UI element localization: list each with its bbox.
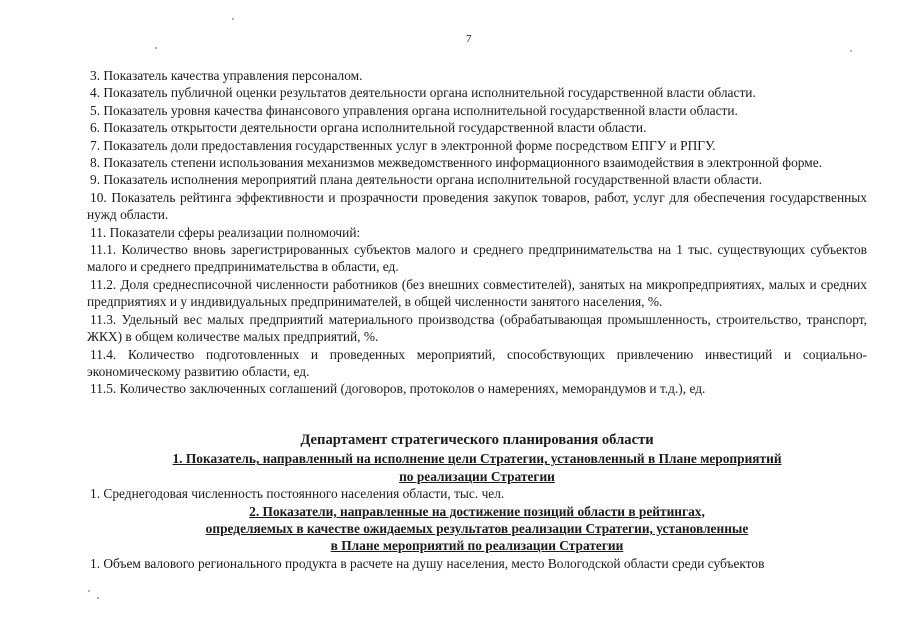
paragraph-8: 8. Показатель степени использования механизмов межведомственного информационного взаимодействия в электронной форме. <box>90 155 823 171</box>
scan-speck <box>850 50 852 52</box>
scan-speck <box>232 18 234 20</box>
document-body <box>87 67 867 398</box>
scan-speck <box>155 47 157 49</box>
paragraph-9: 9. Показатель исполнения мероприятий плана деятельности органа исполнительной государственной власти области. <box>90 172 763 188</box>
paragraph-11-5: 11.5. Количество заключенных соглашений (договоров, протоколов о намерениях, меморандумов и т.д.), ед. <box>90 381 706 397</box>
section-1-heading-line-1: 1. Показатель, направленный на исполнение цели Стратегии, установленный в Плане мероприятий <box>172 451 782 467</box>
scan-speck <box>88 590 90 592</box>
paragraph-11-4: 11.4. Количество подготовленных и проведенных мероприятий, способствующих привлечению инвестиций и социально-экономическому развитию области, ед. <box>87 346 867 379</box>
section-2-item-1: 1. Объем валового регионального продукта в расчете на душу населения, место Вологодской области среди субъектов <box>90 555 765 571</box>
paragraph-11-3: 11.3. Удельный вес малых предприятий материального производства (обрабатывающая промышленность, строительство, транспорт, ЖКХ) в общем количестве малых предприятий, %. <box>87 311 867 345</box>
paragraph-6: 6. Показатель открытости деятельности органа исполнительной государственной власти области. <box>90 120 647 136</box>
paragraph-11: 11. Показатели сферы реализации полномочий: <box>90 224 361 240</box>
paragraph-10: 10. Показатель рейтинга эффективности и прозрачности проведения закупок товаров, работ, услуг для обеспечения государственных нужд области. <box>87 189 867 223</box>
paragraph-4: 4. Показатель публичной оценки результатов деятельности органа исполнительной государственной власти области. <box>90 85 756 101</box>
section-2-heading-line-3: в Плане мероприятий по реализации Стратегии <box>330 538 624 554</box>
paragraph-3: 3. Показатель качества управления персоналом. <box>90 68 363 83</box>
paragraph-5: 5. Показатель уровня качества финансового управления органа исполнительной государственной власти области. <box>90 102 738 118</box>
section-1-heading-line-2: по реализации Стратегии <box>399 468 555 484</box>
paragraph-11-1: 11.1. Количество вновь зарегистрированных субъектов малого и среднего предпринимательства на 1 тыс. существующих субъектов малого и среднего предпринимательства в области, ед. <box>87 242 867 275</box>
section-2-heading-line-1: 2. Показатели, направленные на достижение позиций области в рейтингах, <box>249 503 705 519</box>
scan-speck <box>97 597 99 599</box>
paragraph-7: 7. Показатель доли предоставления государственных услуг в электронной форме посредством ЕПГУ и РПГУ. <box>90 137 716 153</box>
section-2-heading-line-2: определяемых в качестве ожидаемых результатов реализации Стратегии, установленные <box>205 521 749 537</box>
department-title: Департамент стратегического планирования области <box>300 432 654 448</box>
department-section <box>87 432 867 572</box>
page-number: 7 <box>466 33 472 45</box>
section-1-item-1: 1. Среднегодовая численность постоянного населения области, тыс. чел. <box>90 486 505 502</box>
paragraph-11-2: 11.2. Доля среднесписочной численности работников (без внешних совместителей), занятых на микропредприятиях, малых и средних предприятиях и у индивидуальных предпринимателей, в общей численности занятого населения, %. <box>87 276 867 310</box>
